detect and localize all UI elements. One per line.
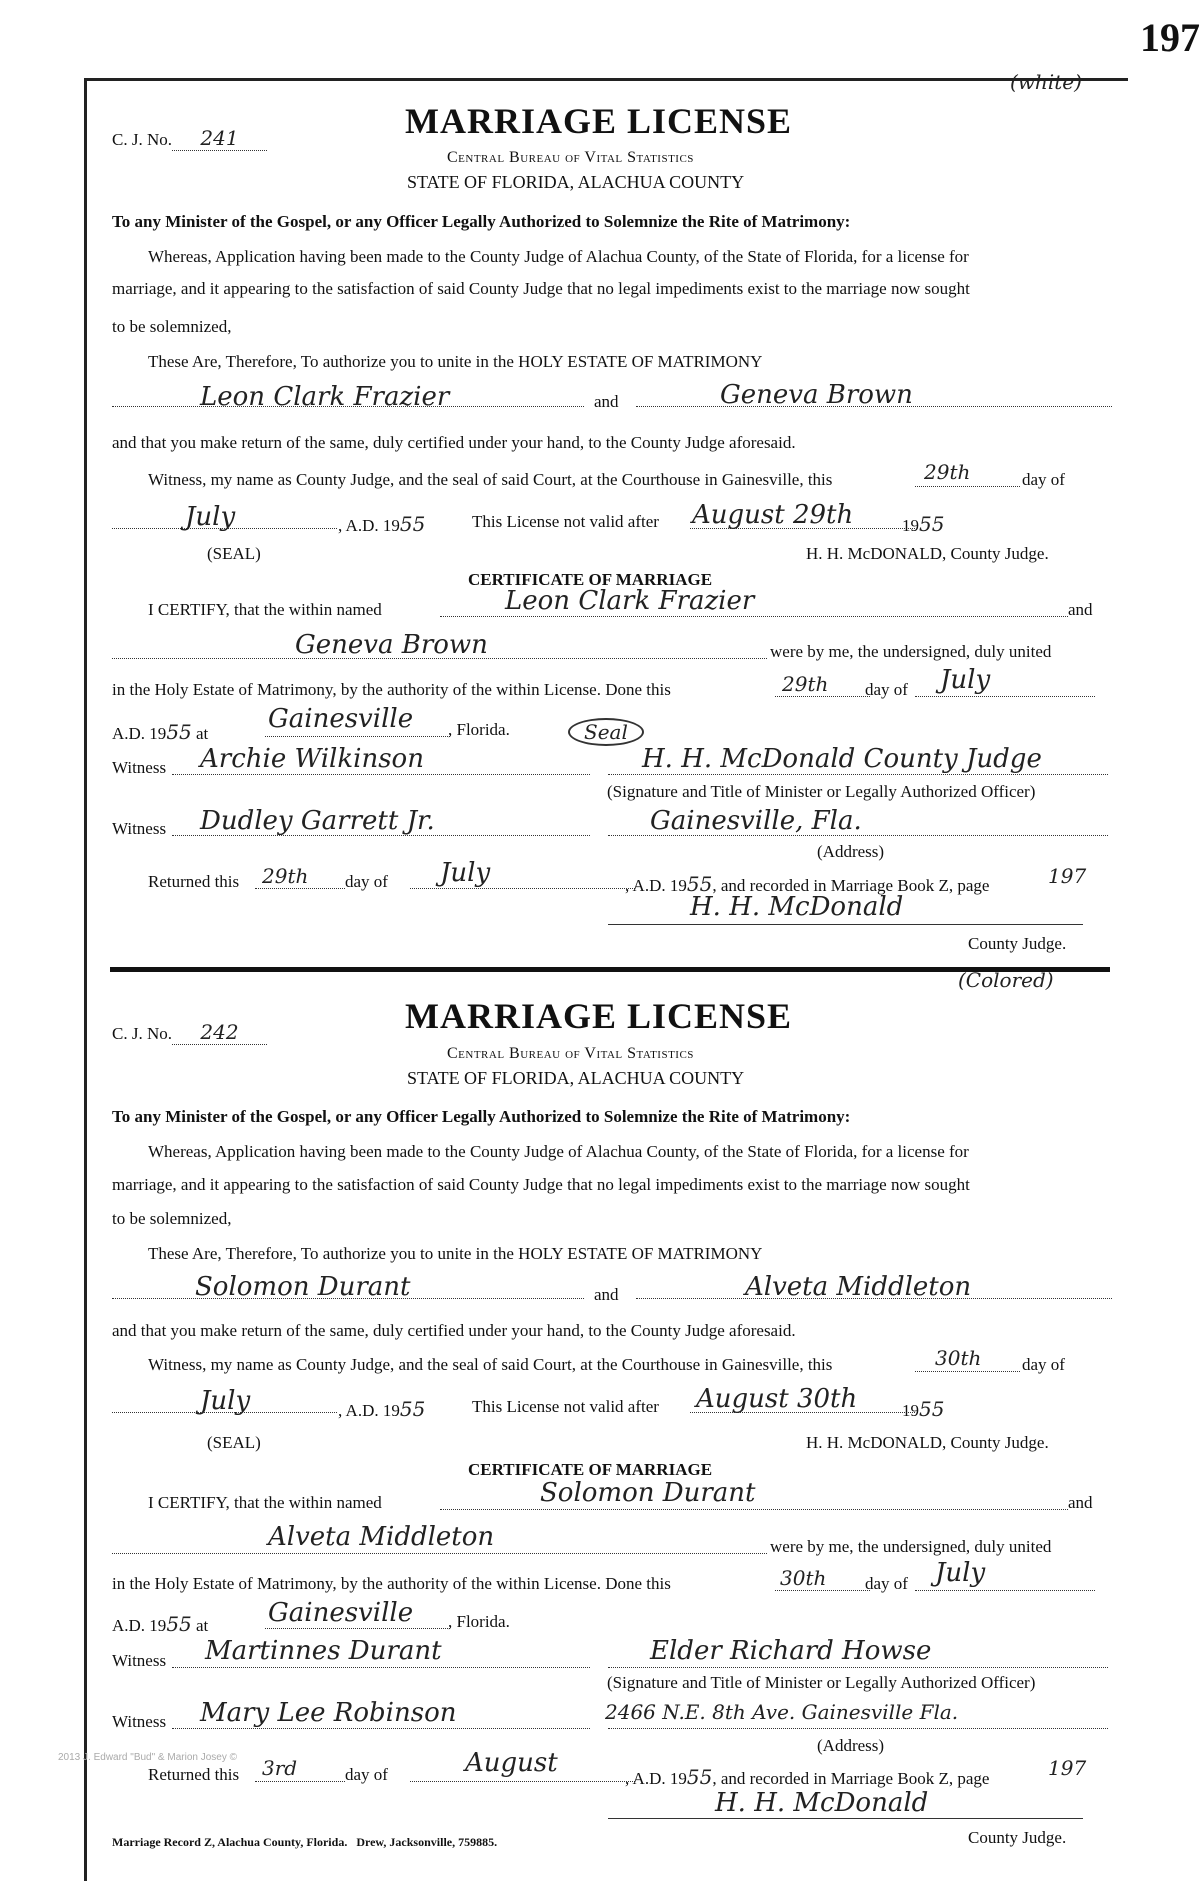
done-day: 30th: [780, 1566, 827, 1590]
valid-until: August 30th: [696, 1384, 858, 1414]
officiant-address: 2466 N.E. 8th Ave. Gainesville Fla.: [605, 1700, 959, 1724]
county-judge-label: H. H. McDONALD, County Judge.: [806, 1433, 1049, 1452]
county-judge-signoff: County Judge.: [968, 1828, 1067, 1847]
judge-signature: H. H. McDonald: [690, 892, 904, 922]
county-judge-label: H. H. McDONALD, County Judge.: [806, 544, 1049, 563]
valid-until: August 29th: [692, 500, 854, 530]
cert-bride: Alveta Middleton: [268, 1522, 495, 1552]
license-title: MARRIAGE LICENSE: [405, 101, 793, 141]
not-valid-label: This License not valid after: [472, 1397, 659, 1416]
bureau-name: Central Bureau of Vital Statistics: [447, 149, 694, 166]
cert-groom: Solomon Durant: [540, 1478, 756, 1508]
license-day: 30th: [935, 1346, 982, 1370]
witness1-name: Martinnes Durant: [205, 1636, 442, 1666]
signature-caption: (Signature and Title of Minister or Legally Authorized Officer): [607, 782, 1036, 801]
done-year-place: A.D. 1955 at: [112, 720, 209, 744]
whereas-2: marriage, and it appearing to the satisfaction of said County Judge that no legal impediments exist to the marriage now sought: [112, 1175, 970, 1194]
address-line: To any Minister of the Gospel, or any Officer Legally Authorized to Solemnize the Rite of Matrimony:: [112, 1107, 851, 1126]
witness2-label: Witness: [112, 1712, 167, 1731]
witness1-label: Witness: [112, 758, 167, 777]
license-title: MARRIAGE LICENSE: [405, 996, 793, 1036]
done-month: July: [935, 1558, 986, 1588]
holy-estate: in the Holy Estate of Matrimony, by the authority of the within License. Done this: [112, 680, 671, 699]
place: Gainesville: [268, 1598, 414, 1628]
returned-label: Returned this: [148, 872, 240, 891]
done-day-of: day of: [865, 1574, 908, 1593]
certificate-title: CERTIFICATE OF MARRIAGE: [468, 1460, 713, 1479]
bride-name: Alveta Middleton: [745, 1272, 972, 1302]
florida-label: , Florida.: [448, 1612, 510, 1631]
returned-label: Returned this: [148, 1765, 240, 1784]
return-month: August: [465, 1748, 558, 1778]
whereas-2: marriage, and it appearing to the satisfaction of said County Judge that no legal impediments exist to the marriage now sought: [112, 279, 970, 298]
race-note: (white): [1010, 70, 1082, 94]
day-of-label: day of: [1022, 470, 1065, 489]
state-county: STATE OF FLORIDA, ALACHUA COUNTY: [407, 172, 745, 192]
witness1-label: Witness: [112, 1651, 167, 1670]
officiant-address: Gainesville, Fla.: [650, 806, 862, 836]
return-year: , A.D. 1955, and recorded in Marriage Book Z, page: [625, 1765, 990, 1789]
seal-label: (SEAL): [207, 544, 261, 563]
whereas-1: Whereas, Application having been made to the County Judge of Alachua County, of the State of Florida, for a license for: [148, 1142, 969, 1161]
not-valid-label: This License not valid after: [472, 512, 659, 531]
cj-label: C. J. No.: [112, 1024, 172, 1043]
whereas-3: to be solemnized,: [112, 1209, 232, 1228]
printer-mark: Drew, Jacksonville, 759885.: [356, 1835, 498, 1849]
judge-signature: H. H. McDonald: [715, 1788, 929, 1818]
done-month: July: [940, 665, 991, 695]
state-county: STATE OF FLORIDA, ALACHUA COUNTY: [407, 1068, 745, 1088]
done-day: 29th: [782, 672, 829, 696]
certificate-title: CERTIFICATE OF MARRIAGE: [468, 570, 713, 589]
cert-and: and: [1068, 600, 1093, 619]
license-year: , A.D. 1955: [338, 1397, 426, 1421]
address-line: To any Minister of the Gospel, or any Officer Legally Authorized to Solemnize the Rite of Matrimony:: [112, 212, 851, 231]
valid-year: 1955: [902, 1397, 945, 1421]
these-are: These Are, Therefore, To authorize you to unite in the HOLY ESTATE OF MATRIMONY: [148, 352, 763, 371]
license-day: 29th: [924, 460, 971, 484]
seal-stamp: Seal: [568, 718, 644, 746]
cert-groom: Leon Clark Frazier: [505, 586, 755, 616]
record-footer: Marriage Record Z, Alachua County, Florida. Drew, Jacksonville, 759885.: [112, 1835, 498, 1849]
cert-and: and: [1068, 1493, 1093, 1512]
were-by-me: were by me, the undersigned, duly united: [770, 642, 1052, 661]
cj-number-value: 241: [172, 126, 267, 151]
florida-label: , Florida.: [448, 720, 510, 739]
county-judge-signoff: County Judge.: [968, 934, 1067, 953]
whereas-1: Whereas, Application having been made to the County Judge of Alachua County, of the State of Florida, for a license for: [148, 247, 969, 266]
copyright-watermark: 2013 J. Edward "Bud" & Marion Josey ©: [58, 1752, 237, 1763]
certify-label: I CERTIFY, that the within named: [148, 1493, 382, 1512]
cj-number-value: 242: [172, 1020, 267, 1045]
groom-name: Solomon Durant: [195, 1272, 411, 1302]
witness2-label: Witness: [112, 819, 167, 838]
done-year-place: A.D. 1955 at: [112, 1612, 209, 1636]
address-caption: (Address): [817, 842, 885, 861]
address-caption: (Address): [817, 1736, 885, 1755]
signature-caption: (Signature and Title of Minister or Legally Authorized Officer): [607, 1673, 1036, 1692]
return-day: 29th: [262, 864, 309, 888]
were-by-me: were by me, the undersigned, duly united: [770, 1537, 1052, 1556]
officiant-signature: Elder Richard Howse: [650, 1636, 932, 1666]
witness1-name: Archie Wilkinson: [200, 744, 424, 774]
cj-number: [112, 1020, 267, 1045]
book-page: 197: [1048, 1756, 1087, 1780]
cj-number: [112, 126, 267, 151]
place: Gainesville: [268, 704, 414, 734]
race-note: (Colored): [958, 968, 1054, 992]
and-label: and: [594, 392, 619, 411]
seal-label: (SEAL): [207, 1433, 261, 1452]
book-page: 197: [1048, 864, 1087, 888]
and-label: and: [594, 1285, 619, 1304]
return-line: and that you make return of the same, duly certified under your hand, to the County Judge aforesaid.: [112, 433, 796, 452]
bride-name: Geneva Brown: [720, 380, 913, 410]
officiant-signature: H. H. McDonald County Judge: [642, 744, 1042, 774]
return-month: July: [440, 858, 491, 888]
license-year: , A.D. 1955: [338, 512, 426, 536]
witness-line: Witness, my name as County Judge, and the seal of said Court, at the Courthouse in Gainesville, this: [148, 1355, 833, 1374]
day-of-label: day of: [1022, 1355, 1065, 1374]
cert-bride: Geneva Brown: [295, 630, 488, 660]
page-number: 197: [1140, 15, 1200, 60]
witness2-name: Dudley Garrett Jr.: [200, 806, 435, 836]
valid-year: 1955: [902, 512, 945, 536]
groom-name: Leon Clark Frazier: [200, 382, 450, 412]
return-day: 3rd: [262, 1756, 298, 1780]
return-day-of: day of: [345, 872, 388, 891]
cj-label: C. J. No.: [112, 130, 172, 149]
holy-estate: in the Holy Estate of Matrimony, by the authority of the within License. Done this: [112, 1574, 671, 1593]
return-line: and that you make return of the same, duly certified under your hand, to the County Judge aforesaid.: [112, 1321, 796, 1340]
certify-label: I CERTIFY, that the within named: [148, 600, 382, 619]
return-year: , A.D. 1955, and recorded in Marriage Book Z, page: [625, 872, 990, 896]
these-are: These Are, Therefore, To authorize you to unite in the HOLY ESTATE OF MATRIMONY: [148, 1244, 763, 1263]
witness-line: Witness, my name as County Judge, and the seal of said Court, at the Courthouse in Gainesville, this: [148, 470, 833, 489]
return-day-of: day of: [345, 1765, 388, 1784]
witness2-name: Mary Lee Robinson: [200, 1698, 457, 1728]
license-month: July: [200, 1386, 251, 1416]
bureau-name: Central Bureau of Vital Statistics: [447, 1045, 694, 1062]
whereas-3: to be solemnized,: [112, 317, 232, 336]
done-day-of: day of: [865, 680, 908, 699]
license-month: July: [185, 502, 236, 532]
